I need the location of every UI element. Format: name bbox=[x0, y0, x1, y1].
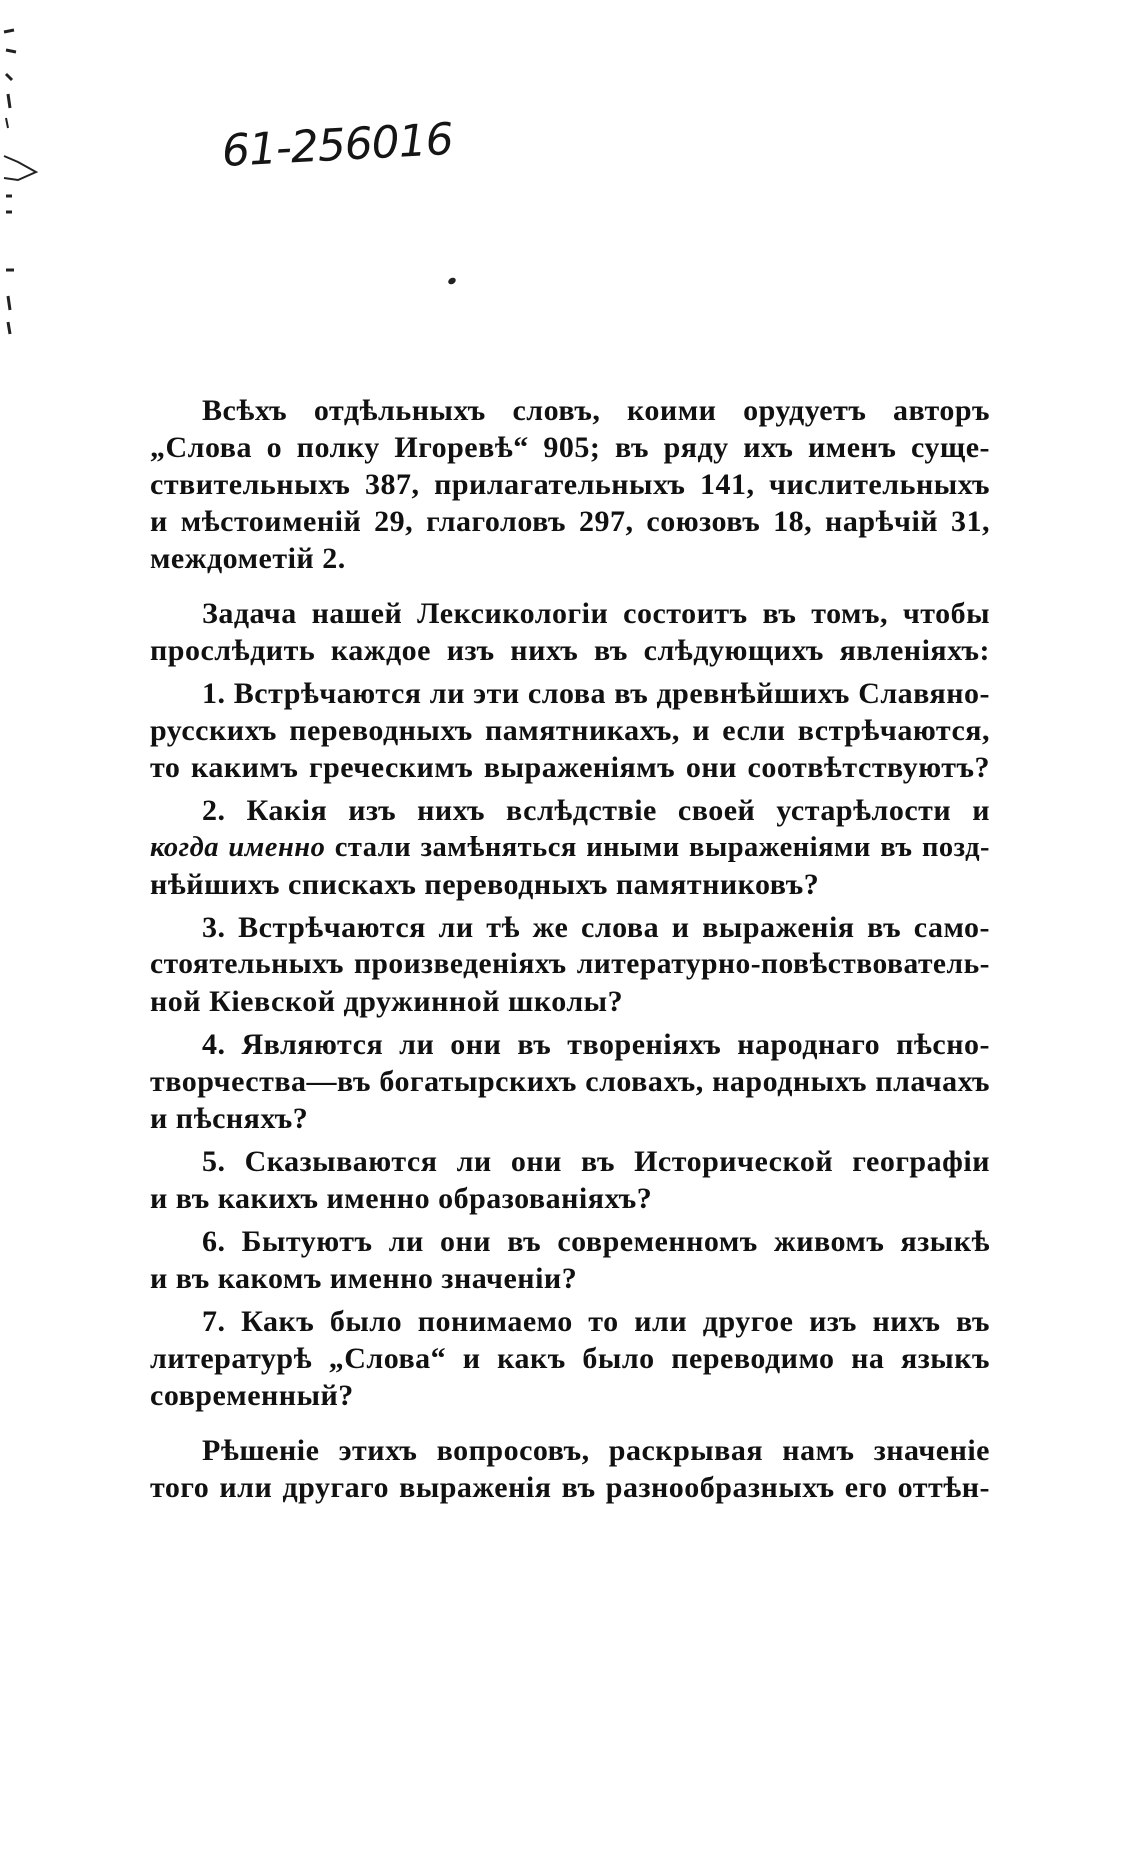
text-line: 1. Встрѣчаются ли эти слова въ древнѣйшихъ Славяно- bbox=[202, 677, 990, 710]
question-4 bbox=[150, 1026, 990, 1137]
text-line: Рѣшеніе этихъ вопросовъ, раскрывая намъ значеніе bbox=[202, 1434, 990, 1467]
text-line: того или другаго выраженія въ разнообразныхъ его оттѣн- bbox=[150, 1471, 990, 1504]
question-5 bbox=[150, 1143, 990, 1217]
text-line: 3. Встрѣчаются ли тѣ же слова и выраженія въ само- bbox=[202, 911, 990, 944]
paragraph-word-counts bbox=[150, 392, 990, 577]
body-text bbox=[150, 392, 990, 1512]
text-line: и мѣстоименій 29, глаголовъ 297, союзовъ 18, нарѣчій 31, bbox=[150, 505, 990, 538]
emphasis-text: когда именно bbox=[150, 832, 326, 863]
text-line: и въ какихъ именно образованіяхъ? bbox=[150, 1182, 653, 1215]
text-line: 5. Сказываются ли они въ Исторической географіи bbox=[202, 1145, 990, 1178]
text-line: 4. Являются ли они въ твореніяхъ народнаго пѣсно- bbox=[202, 1028, 990, 1061]
text-line: стоятельныхъ произведеніяхъ литературно-повѣствователь- bbox=[150, 948, 990, 980]
text-line: прослѣдить каждое изъ нихъ въ слѣдующихъ явленіяхъ: bbox=[150, 634, 990, 667]
text-line: междометій 2. bbox=[150, 542, 346, 575]
paragraph-task bbox=[150, 595, 990, 669]
text-line: ствительныхъ 387, прилагательныхъ 141, числительныхъ bbox=[150, 468, 990, 501]
text-line: 6. Бытуютъ ли они въ современномъ живомъ языкѣ bbox=[202, 1225, 990, 1258]
text-line: ной Кіевской дружинной школы? bbox=[150, 985, 624, 1018]
question-2 bbox=[150, 792, 990, 903]
text-line: русскихъ переводныхъ памятникахъ, и если встрѣчаются, bbox=[150, 714, 990, 747]
text-line: нѣйшихъ спискахъ переводныхъ памятниковъ? bbox=[150, 868, 820, 901]
question-3 bbox=[150, 909, 990, 1020]
question-1 bbox=[150, 675, 990, 786]
text-line: Задача нашей Лексикологіи состоитъ въ томъ, чтобы bbox=[202, 597, 990, 630]
text-line: литературѣ „Слова“ и какъ было переводимо на языкъ bbox=[150, 1342, 990, 1375]
question-6 bbox=[150, 1223, 990, 1297]
text-line: „Слова о полку Игоревѣ“ 905; въ ряду ихъ именъ суще- bbox=[150, 431, 990, 464]
text-line: то какимъ греческимъ выраженіямъ они соотвѣтствуютъ? bbox=[150, 751, 990, 784]
margin-ink-marks bbox=[0, 0, 60, 400]
paragraph-solution bbox=[150, 1432, 990, 1506]
text-line: когда именно стали замѣняться иными выраженіями въ позд- bbox=[150, 832, 990, 863]
text-line: и въ какомъ именно значеніи? bbox=[150, 1262, 578, 1295]
question-7 bbox=[150, 1303, 990, 1414]
ink-speck bbox=[447, 276, 457, 285]
text-line: Всѣхъ отдѣльныхъ словъ, коими орудуетъ авторъ bbox=[202, 394, 990, 427]
handwritten-catalog-number: 61-256016 bbox=[220, 113, 454, 177]
text-line: 2. Какія изъ нихъ вслѣдствіе своей устарѣлости и bbox=[202, 794, 990, 827]
text-line: современный? bbox=[150, 1379, 354, 1412]
text-line: и пѣсняхъ? bbox=[150, 1102, 309, 1135]
text-line: 7. Какъ было понимаемо то или другое изъ нихъ въ bbox=[202, 1305, 990, 1338]
text-line: творчества—въ богатырскихъ словахъ, народныхъ плачахъ bbox=[150, 1065, 990, 1098]
